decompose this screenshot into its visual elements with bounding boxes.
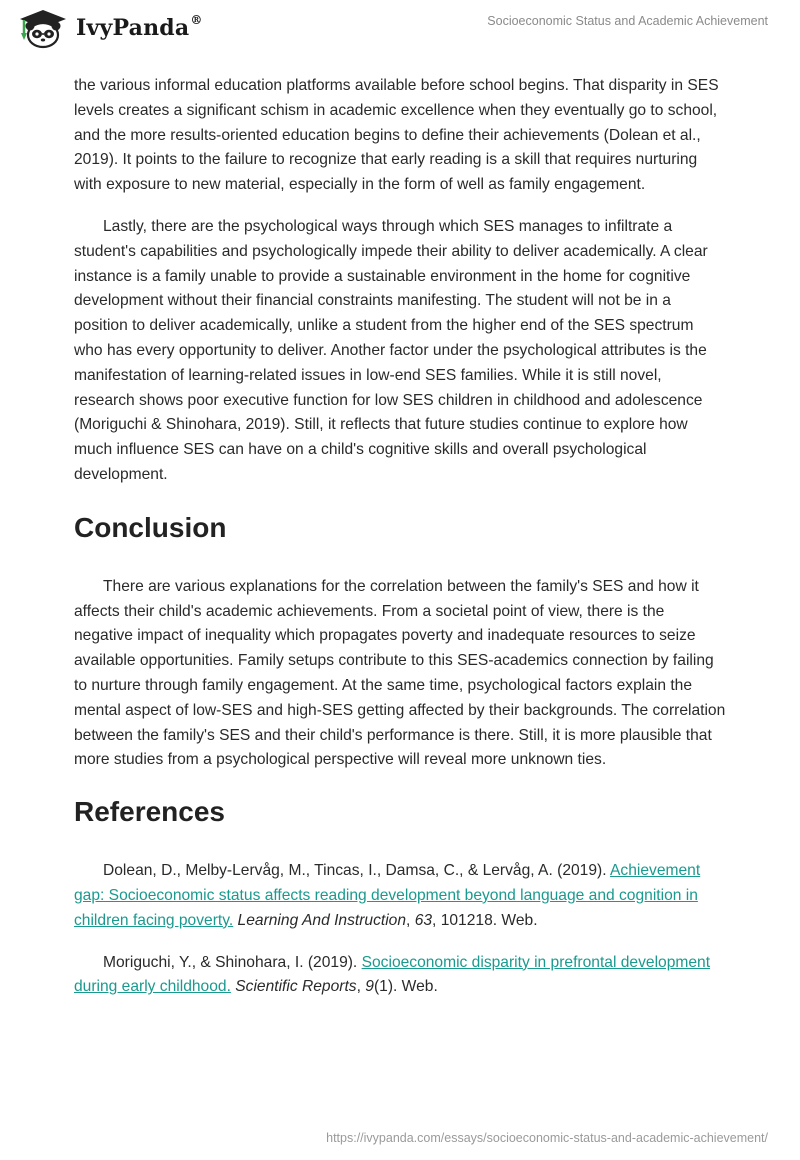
essay-content [74, 74, 726, 1000]
logo-wordmark: IvyPanda® [76, 13, 203, 41]
site-logo[interactable] [14, 6, 203, 50]
reference-journal: Scientific Reports [235, 978, 357, 996]
body-paragraph: the various informal education platforms available before school begins. That disparity in SES levels creates a significant schism in academic excellence when they eventually go to school, and the more results-oriented education begins to define their achievements (Dolean et al., 2019). It points to the failure to recognize that early reading is a skill that requires nurturing with exposure to new material, especially in the form of well as family engagement. [74, 77, 719, 194]
reference-rest: , 101218. Web. [432, 911, 538, 929]
body-paragraph: Lastly, there are the psychological ways through which SES manages to infiltrate a student's capabilities and psychologically impede their ability to deliver academically. A clear instance is a family unable to provide a sustainable environment in the home for cognitive development without their financial constraints manifesting. The student will not be in a position to deliver academically, unlike a student from the higher end of the SES spectrum who has every opportunity to deliver. Another factor under the psychological attributes is the manifestation of learning-related issues in low-end SES families. While it is still novel, research shows poor executive function for low SES children in childhood and adolescence (Moriguchi & Shinohara, 2019). Still, it reflects that future studies continue to explore how much influence SES can have on a child's cognitive skills and overall psychological development. [74, 217, 708, 483]
reference-authors: Dolean, D., Melby-Lervåg, M., Tincas, I., Damsa, C., & Lervåg, A. (2019). [103, 862, 607, 880]
section-heading-references: References [74, 796, 225, 828]
panda-graduation-cap-icon [14, 6, 72, 50]
reference-journal: Learning And Instruction [237, 911, 407, 929]
reference-volume: 9 [365, 978, 374, 996]
page-header [0, 0, 800, 60]
footer-url[interactable]: https://ivypanda.com/essays/socioeconomic-status-and-academic-achievement/ [326, 1131, 768, 1145]
reference-volume: 63 [414, 911, 433, 929]
reference-rest: (1). Web. [373, 978, 438, 996]
reference-authors: Moriguchi, Y., & Shinohara, I. (2019). [103, 953, 358, 971]
running-title: Socioeconomic Status and Academic Achievement [487, 14, 768, 28]
reference-item: Moriguchi, Y., & Shinohara, I. (2019). Socioeconomic disparity in prefrontal development during early childhood. Scientific Reports, 9(1). Web. [74, 953, 711, 996]
reference-title-link[interactable]: Achievement gap: Socioeconomic status affects reading development beyond language and cognition in children facing poverty. [74, 862, 701, 929]
conclusion-paragraph: There are various explanations for the correlation between the family's SES and how it affects their child's academic achievements. From a societal point of view, there is the negative impact of inequality which propagates poverty and inadequate resources to seize available opportunities. Family setups contribute to this SES-academics connection by failing to nurture through family engagement. At the same time, psychological factors explain the mental aspect of low-SES and high-SES getting affected by their backgrounds. The correlation between the family's SES and their child's performance is there. Still, it is more plausible that more studies from a psychological perspective will reveal more unknown ties. [74, 577, 726, 769]
reference-item: Dolean, D., Melby-Lervåg, M., Tincas, I., Damsa, C., & Lervåg, A. (2019). Achievement gap: Socioeconomic status affects reading development beyond language and cognition in children facing poverty. Learning And Instruction, 63, 101218. Web. [74, 862, 701, 929]
section-heading-conclusion: Conclusion [74, 511, 227, 543]
reference-title-link[interactable]: Socioeconomic disparity in prefrontal development during early childhood. [74, 953, 711, 996]
